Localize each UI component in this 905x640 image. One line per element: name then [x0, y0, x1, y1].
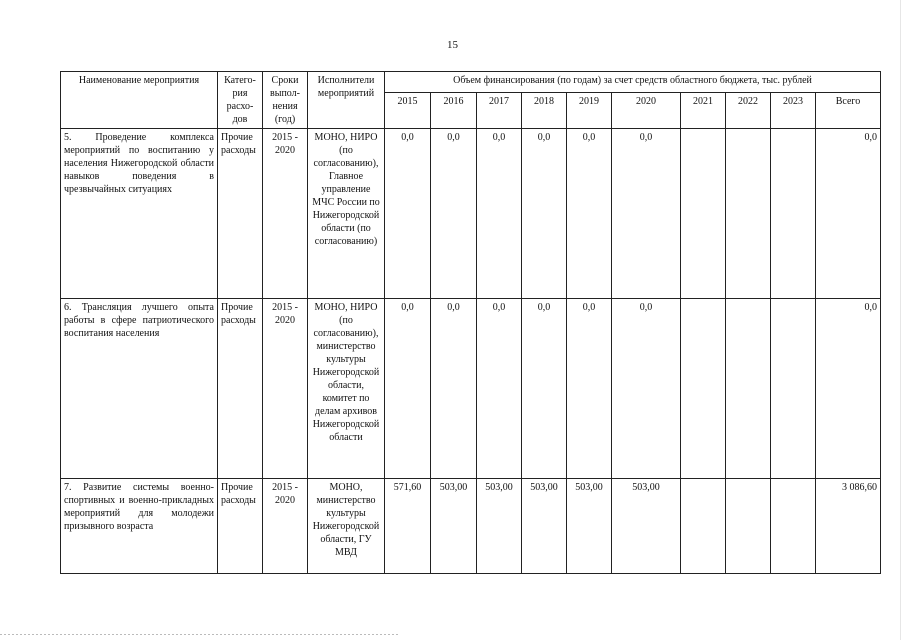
year-value: [726, 129, 771, 299]
header-year: 2017: [477, 92, 522, 128]
header-row: [61, 72, 881, 93]
activity-name: 6. Трансляция лучшего опыта работы в сфере патриотического воспитания населения: [61, 299, 218, 479]
year-value: [681, 299, 726, 479]
year-value: 0,0: [612, 129, 681, 299]
expense-category: Прочие расходы: [218, 129, 263, 299]
header-year: 2016: [431, 92, 477, 128]
expense-category: Прочие расходы: [218, 299, 263, 479]
year-value: [726, 299, 771, 479]
year-value: 0,0: [385, 299, 431, 479]
total-value: 0,0: [816, 129, 881, 299]
header-year: 2015: [385, 92, 431, 128]
header-year: 2020: [612, 92, 681, 128]
year-value: 0,0: [385, 129, 431, 299]
page-edge: [900, 0, 901, 640]
page-number: 15: [447, 39, 458, 51]
year-value: 0,0: [522, 299, 567, 479]
header-funding: Объем финансирования (по годам) за счет средств областного бюджета, тыс. рублей: [385, 72, 881, 93]
activity-name: 7. Развитие системы военно-спортивных и военно-прикладных мероприятий для молодежи призывного возраста: [61, 479, 218, 574]
year-value: 0,0: [477, 129, 522, 299]
header-category: Катего-рия расхо-дов: [218, 72, 263, 129]
year-value: 0,0: [522, 129, 567, 299]
year-value: 0,0: [431, 129, 477, 299]
table-row: [61, 479, 881, 574]
year-value: 0,0: [612, 299, 681, 479]
header-year: 2019: [567, 92, 612, 128]
year-value: 0,0: [431, 299, 477, 479]
year-value: 503,00: [477, 479, 522, 574]
total-value: 3 086,60: [816, 479, 881, 574]
year-value: [771, 129, 816, 299]
header-name: Наименование мероприятия: [61, 72, 218, 129]
total-value: 0,0: [816, 299, 881, 479]
table-row: [61, 129, 881, 299]
executors: МОНО, министерство культуры Нижегородской области, ГУ МВД: [308, 479, 385, 574]
expense-category: Прочие расходы: [218, 479, 263, 574]
header-year: 2023: [771, 92, 816, 128]
year-value: [771, 299, 816, 479]
year-value: 503,00: [567, 479, 612, 574]
scan-artifact-line: [0, 634, 400, 635]
year-value: 503,00: [431, 479, 477, 574]
year-value: [726, 479, 771, 574]
executors: МОНО, НИРО (по согласованию), Главное управление МЧС России по Нижегородской области (по согласованию): [308, 129, 385, 299]
executors: МОНО, НИРО (по согласованию), министерство культуры Нижегородской области, комитет по делам архивов Нижегородской области: [308, 299, 385, 479]
year-value: 0,0: [567, 129, 612, 299]
execution-terms: 2015 - 2020: [263, 129, 308, 299]
year-value: 503,00: [522, 479, 567, 574]
execution-terms: 2015 - 2020: [263, 479, 308, 574]
year-value: [681, 479, 726, 574]
year-value: 0,0: [567, 299, 612, 479]
header-terms: Сроки выпол-нения (год): [263, 72, 308, 129]
year-value: 571,60: [385, 479, 431, 574]
year-value: [681, 129, 726, 299]
funding-table: [60, 71, 881, 574]
header-year: 2018: [522, 92, 567, 128]
execution-terms: 2015 - 2020: [263, 299, 308, 479]
year-value: 503,00: [612, 479, 681, 574]
activity-name: 5. Проведение комплекса мероприятий по воспитанию у населения Нижегородской области навыков поведения в чрезвычайных ситуациях: [61, 129, 218, 299]
header-year: 2022: [726, 92, 771, 128]
header-total: Всего: [816, 92, 881, 128]
table-row: [61, 299, 881, 479]
year-value: 0,0: [477, 299, 522, 479]
year-value: [771, 479, 816, 574]
header-executors: Исполнители мероприятий: [308, 72, 385, 129]
header-year: 2021: [681, 92, 726, 128]
